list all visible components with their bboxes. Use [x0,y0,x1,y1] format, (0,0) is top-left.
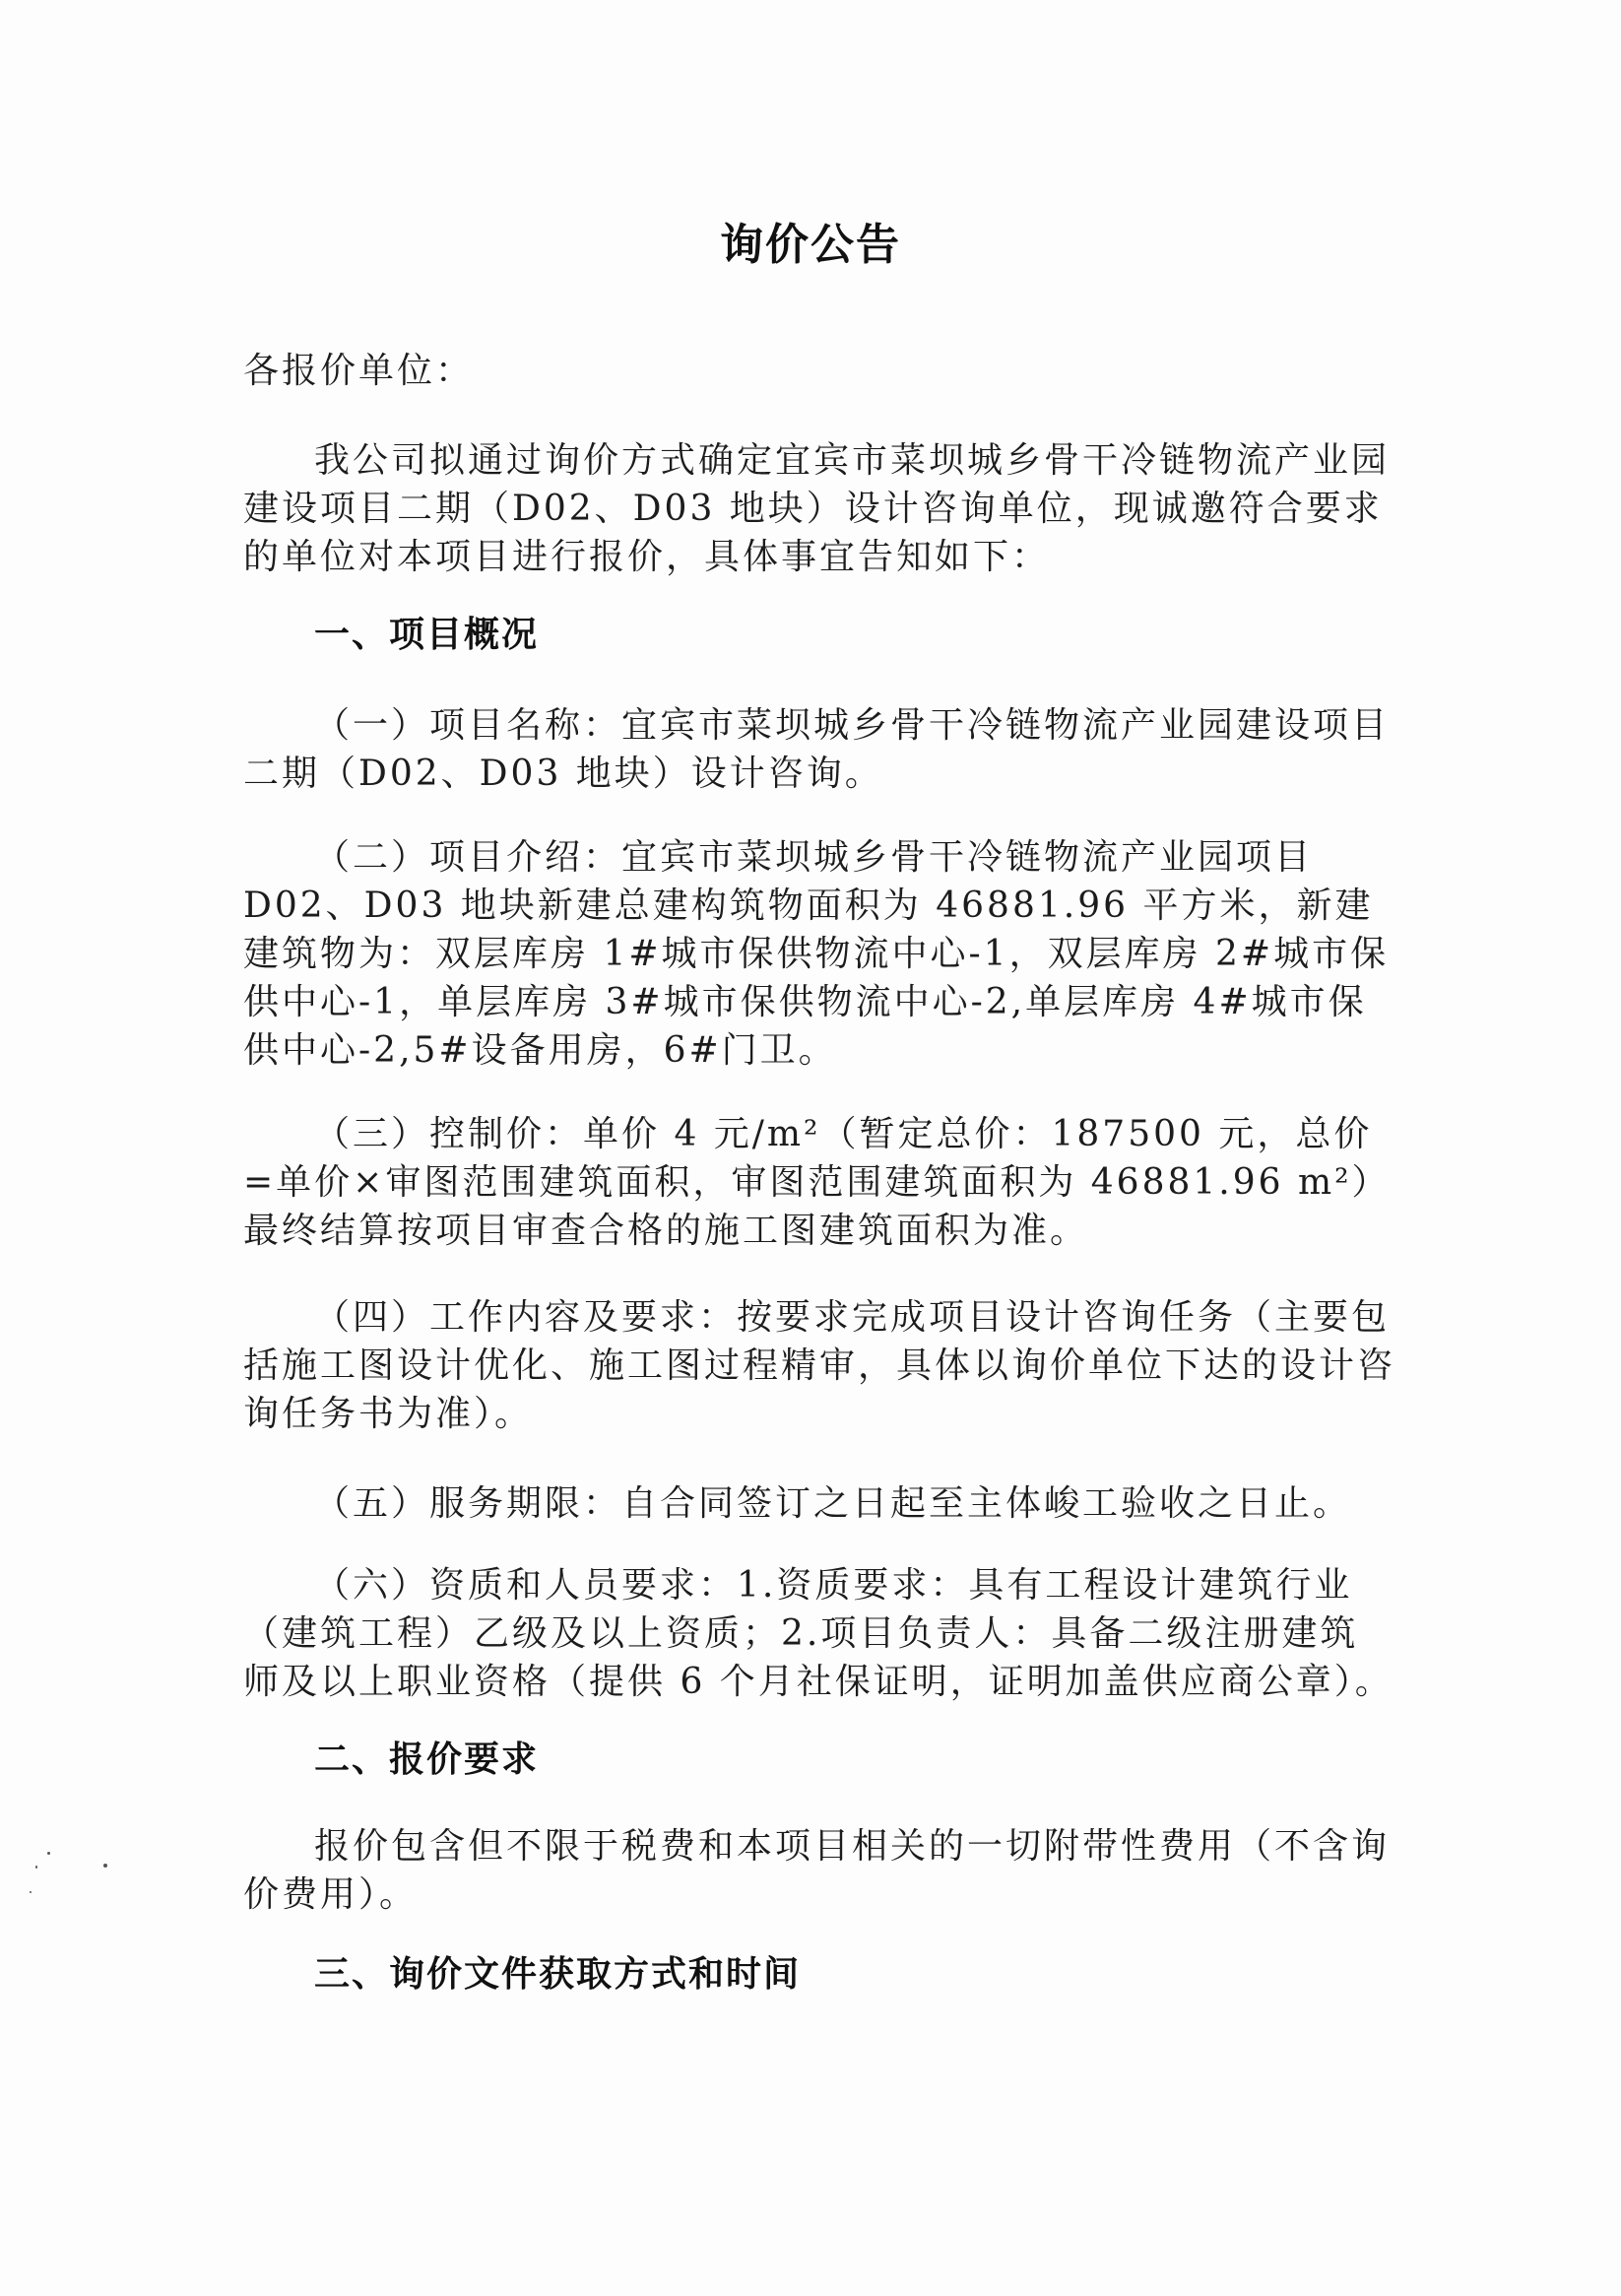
intro-paragraph: 我公司拟通过询价方式确定宜宾市菜坝城乡骨干冷链物流产业园建设项目二期（D02、D03 地块）设计咨询单位，现诚邀符合要求的单位对本项目进行报价，具体事宜告知如下： [243,440,1391,577]
section2-heading: 二、报价要求 [314,1739,540,1780]
section1-item-qualification: （六）资质和人员要求：1.资质要求：具有工程设计建筑行业（建筑工程）乙级及以上资质；2.项目负责人：具备二级注册建筑师及以上职业资格（提供 6 个月社保证明，证明加盖供应商公章）。 [243,1565,1394,1702]
document-title: 询价公告 [720,220,901,270]
section1-item-price: （三）控制价：单价 4 元/m²（暂定总价：187500 元，总价=单价×审图范围建筑面积，审图范围建筑面积为 46881.96 m²）最终结算按项目审查合格的施工图建筑面积为准。 [243,1114,1391,1251]
section3-heading: 三、询价文件获取方式和时间 [314,1954,802,1995]
section1-heading: 一、项目概况 [314,615,540,655]
section1-item-work: （四）工作内容及要求：按要求完成项目设计咨询任务（主要包括施工图设计优化、施工图过程精审，具体以询价单位下达的设计咨询任务书为准）。 [243,1297,1396,1434]
salutation: 各报价单位： [243,351,475,391]
section1-item-name: （一）项目名称：宜宾市菜坝城乡骨干冷链物流产业园建设项目二期（D02、D03 地块）设计咨询。 [243,705,1391,794]
section1-item-intro: （二）项目介绍：宜宾市菜坝城乡骨干冷链物流产业园项目 D02、D03 地块新建总建构筑物面积为 46881.96 平方米，新建建筑物为：双层库房 1#城市保供物流中心-1，双层库房 2#城市保供中心-1，单层库房 3#城市保供物流中心-2,单层库房 4#城市保供中心-2,5#设备用房，6#门卫。 [243,837,1390,1071]
section2-paragraph: 报价包含但不限于税费和本项目相关的一切附带性费用（不含询价费用）。 [243,1826,1391,1915]
section1-item-period: （五）服务期限：自合同签订之日起至主体峻工验收之日止。 [314,1483,1352,1524]
